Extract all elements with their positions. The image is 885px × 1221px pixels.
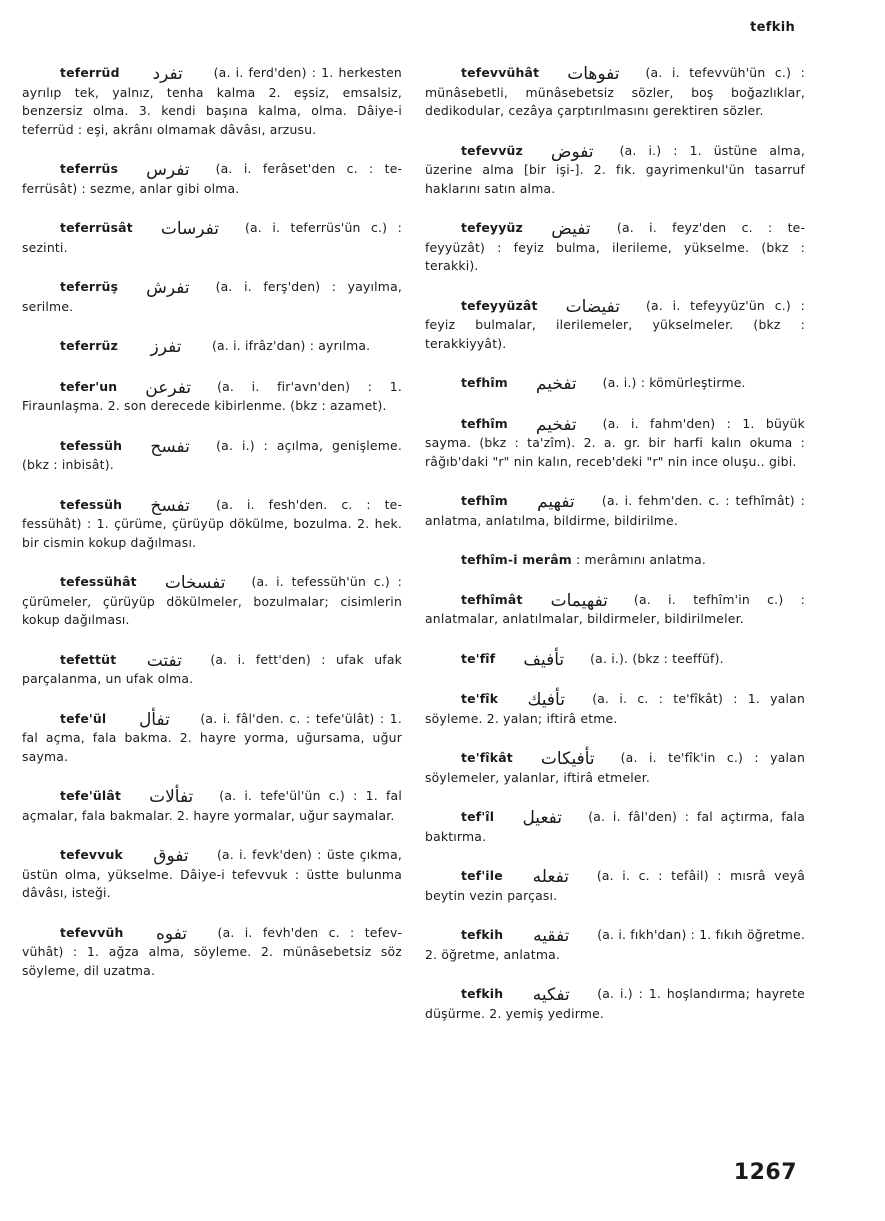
dictionary-entry: [22, 278, 402, 316]
dictionary-entry: [425, 492, 805, 530]
entry-term: teferrüş: [60, 279, 119, 294]
dictionary-entry: [22, 496, 402, 553]
entry-term: tefkih: [461, 927, 504, 942]
entry-arabic-script: تفسخات: [164, 573, 226, 593]
entry-head: [22, 709, 200, 730]
dictionary-entry: [425, 690, 805, 728]
entry-arabic-script: تفوهات: [567, 64, 620, 84]
entry-term: tefer'un: [60, 378, 118, 394]
entry-head: [425, 808, 588, 828]
entry-head: [425, 867, 597, 887]
entry-definition: (a. i. te'fîk'in c.) : yalan söylemeler, yalanlar, iftirâ etmeler.: [425, 750, 805, 785]
entry-definition: (a. i. fâl'den. c. : tefe'ülât) : 1. fal açma, fala bakma. 2. hayre yorma, uğursama, uğur sayma.: [22, 710, 402, 764]
entry-arabic-script: تفخيم: [535, 374, 577, 394]
entry-arabic-script: تفرسات: [160, 219, 219, 239]
entry-term: tefevvuk: [60, 847, 123, 862]
entry-arabic-script: تفخيم: [535, 414, 577, 435]
entry-head: [22, 846, 217, 866]
running-header: tefkih: [750, 20, 795, 35]
dictionary-entry: [22, 219, 402, 257]
entry-term: tefevvüh: [60, 924, 124, 940]
entry-head: [425, 374, 603, 394]
dictionary-entry: [22, 378, 402, 416]
entry-arabic-script: تأفيف: [523, 649, 565, 670]
dictionary-entry: [425, 64, 805, 121]
entry-definition: (a. i. fevh'den c. : tefevvühât) : 1. ağza alma, söyleme. 2. münâsebetsiz söz söyleme, dil uzatma.: [22, 924, 402, 978]
entry-term: tefessühât: [60, 574, 137, 589]
entry-term: teferrüz: [60, 338, 118, 353]
entry-definition: (a. i. tefeyyüz'ün c.) : feyiz bulmalar, ilerilemeler, yükselmeler. (bkz : terakkiyyât).: [425, 297, 805, 351]
entry-term: tefhîmât: [461, 591, 523, 607]
entry-head: [425, 749, 621, 769]
dictionary-entry: [425, 219, 805, 276]
dictionary-entry: [22, 710, 402, 767]
dictionary-entry: [425, 926, 805, 964]
entry-term: tefeyyüzât: [461, 297, 538, 313]
entry-definition: (a. i. tefessüh'ün c.) : çürümeler, çürüyüp dökülmeler, bozulmalar; cisimlerin kokup dağılması.: [22, 574, 402, 627]
dictionary-entry: [425, 297, 805, 354]
entry-arabic-script: تفأل: [138, 709, 170, 730]
entry-head: [22, 219, 245, 239]
entry-term: te'fîk: [461, 691, 499, 706]
entry-head: [425, 492, 602, 512]
dictionary-entry: [22, 846, 402, 903]
entry-term: tefe'ül: [60, 710, 107, 726]
dictionary-entry: [425, 808, 805, 846]
entry-definition: (a. i. tefhîm'in c.) : anlatmalar, anlatılmalar, bildirmeler, bildirilmeler.: [425, 591, 805, 626]
entry-definition: (a. i. fir'avn'den) : 1. Firaunlaşma. 2. son derecede kibirlenme. (bkz : azamet).: [22, 378, 402, 413]
entry-head: [425, 985, 597, 1005]
entry-head: [22, 573, 251, 593]
dictionary-entry: [22, 337, 402, 357]
entry-term: tefettüt: [60, 651, 117, 667]
entry-arabic-script: تفرش: [146, 278, 190, 298]
entry-definition: (a. i.) : 1. hoşlandırma; hayrete düşürme. 2. yemiş yedirme.: [425, 986, 805, 1021]
entry-definition: (a. i. ifrâz'dan) : ayrılma.: [211, 338, 371, 353]
entry-definition: (a. i. fehm'den. c. : tefhîmât) : anlatma, anlatılma, bildirme, bildirilme.: [425, 493, 805, 528]
entry-arabic-script: تفوه: [156, 923, 188, 944]
entry-definition: (a. i.) : 1. üstüne alma, üzerine alma [bir işi-]. 2. fık. gayrimenkul'ün tasarruf haklarını satın alma.: [425, 142, 805, 196]
entry-arabic-script: تفهيم: [537, 492, 575, 512]
entry-definition: (a. i. fesh'den. c. : tefessühât) : 1. çürüme, çürüyüp dökülme, bozulma. 2. hek. bir cismin kokup dağılması.: [22, 496, 402, 550]
entry-arabic-script: تأفيكات: [540, 749, 595, 769]
dictionary-entry: [425, 985, 805, 1023]
dictionary-entry: [425, 650, 805, 670]
dictionary-entry: [22, 787, 402, 825]
entry-definition: (a. i. fahm'den) : 1. büyük sayma. (bkz : ta'zîm). 2. a. gr. bir harfi kalın okuma : râğıb'daki "r" nin kalın, receb'deki "r" nin ince oluşu.. gibi.: [425, 415, 805, 469]
left-column: [22, 64, 402, 1001]
entry-definition: (a. i. fett'den) : ufak ufak parçalanma, un ufak olma.: [22, 651, 402, 686]
entry-term: te'fîkât: [461, 750, 513, 765]
entry-arabic-script: تفرد: [152, 64, 183, 84]
entry-head: [22, 64, 214, 84]
entry-definition: (a. i. fıkh'dan) : 1. fıkıh öğretme. 2. öğretme, anlatma.: [425, 927, 805, 962]
entry-head: [22, 787, 219, 807]
entry-head: [22, 337, 212, 357]
entry-definition: (a. i. c. : te'fîkât) : 1. yalan söyleme. 2. yalan; iftirâ etme.: [425, 691, 805, 726]
page-number: 1267: [733, 1160, 797, 1185]
entry-term: tef'ile: [461, 868, 503, 883]
entry-arabic-script: تفعله: [532, 867, 569, 887]
entry-arabic-script: تفوض: [550, 141, 594, 162]
entry-head: [425, 552, 576, 567]
entry-arabic-script: تفرز: [150, 337, 182, 357]
entry-definition: (a. i.) : açılma, genişleme. (bkz : inbisât).: [22, 437, 402, 472]
entry-term: teferrüd: [60, 65, 120, 80]
entry-head: [22, 650, 210, 671]
entry-head: [425, 296, 646, 317]
entry-head: [425, 64, 645, 84]
entry-term: tefhîm: [461, 375, 508, 390]
entry-term: tefhîm: [461, 415, 508, 431]
entry-term: teferrüsât: [60, 220, 133, 235]
entry-head: [22, 377, 217, 398]
dictionary-entry: [22, 160, 402, 198]
dictionary-entry: [22, 573, 402, 630]
entry-head: [425, 414, 603, 435]
entry-term: tefe'ülât: [60, 788, 122, 803]
entry-arabic-script: تفرس: [146, 160, 190, 180]
entry-definition: (a. i. teferrüs'ün c.) : sezinti.: [22, 220, 402, 255]
entry-term: tefessüh: [60, 496, 123, 512]
dictionary-entry: [425, 591, 805, 629]
entry-arabic-script: تفسخ: [150, 495, 190, 516]
entry-arabic-script: تفكيه: [532, 985, 570, 1005]
dictionary-entry: [22, 437, 402, 475]
entry-definition: (a. i. tefe'ül'ün c.) : 1. fal açmalar, fala bakmalar. 2. hayre yormalar, uğur saymalar.: [22, 788, 402, 823]
right-column: [425, 64, 805, 1044]
entry-definition: (a. i. ferâset'den c. : teferrüsât) : sezme, anlar gibi olma.: [22, 161, 402, 196]
entry-definition: : merâmını anlatma.: [576, 552, 707, 567]
entry-definition: (a. i. tefevvüh'ün c.) : münâsebetli, münâsebetsiz sözler, boş boğazlıklar, dedikodular, cezâya çarptırılmasını gerektiren sözler.: [425, 65, 805, 118]
entry-arabic-script: تفسح: [150, 436, 190, 457]
entry-definition: (a. i. ferd'den) : 1. herkesten ayrılıp tek, yalnız, tenha kalma 2. eşsiz, emsalsiz, benzersiz olma. 3. kendi başına kalma, olma. Dâiye-i teferrüd : eşi, akrânı olmamak dâvâsı, arzusu.: [22, 65, 402, 137]
entry-head: [425, 219, 617, 239]
dictionary-entry: [425, 415, 805, 472]
entry-term: tef'îl: [461, 809, 495, 824]
dictionary-entry: [425, 374, 805, 394]
entry-arabic-script: تفألات: [149, 787, 194, 807]
entry-term: teferrüs: [60, 161, 119, 176]
entry-definition: (a. i. fevk'den) : üste çıkma, üstün olma, yükselme. Dâiye-i tefevvuk : üstte bulunma dâvâsı, isteği.: [22, 847, 402, 900]
entry-definition: (a. i. c. : tefâil) : mısrâ veyâ beytin vezin parçası.: [425, 868, 805, 903]
entry-head: [425, 590, 634, 611]
entry-arabic-script: تفهيمات: [550, 590, 608, 611]
entry-head: [425, 690, 592, 710]
entry-definition: (a. i. fâl'den) : fal açtırma, fala baktırma.: [425, 809, 805, 844]
entry-arabic-script: تفوق: [153, 846, 189, 866]
entry-head: [22, 495, 216, 516]
entry-term: tefeyyüz: [461, 220, 523, 235]
entry-definition: (a. i.). (bkz : teeffüf).: [590, 650, 724, 666]
entry-arabic-script: تفقيه: [533, 926, 570, 946]
dictionary-entry: [425, 142, 805, 199]
entry-definition: (a. i. ferş'den) : yayılma, serilme.: [22, 279, 402, 314]
entry-head: [22, 436, 216, 457]
entry-definition: (a. i. feyz'den c. : tefeyyüzât) : feyiz bulma, ilerileme, yükselme. (bkz : terakki).: [425, 220, 805, 273]
entry-term: tefkih: [461, 986, 504, 1001]
dictionary-entry: [22, 924, 402, 981]
entry-term: tefevvüz: [461, 142, 523, 158]
entry-arabic-script: تفرعن: [145, 377, 192, 398]
dictionary-entry: [22, 64, 402, 139]
entry-head: [425, 649, 590, 670]
entry-arabic-script: تفيض: [551, 219, 591, 239]
entry-term: tefhîm: [461, 493, 508, 508]
entry-arabic-script: تفعيل: [522, 808, 562, 828]
entry-arabic-script: تأفيك: [527, 690, 565, 710]
entry-head: [22, 160, 216, 180]
entry-term: tefevvühât: [461, 65, 540, 80]
entry-term: tefessüh: [60, 437, 123, 453]
entry-head: [22, 923, 218, 944]
entry-definition: (a. i.) : kömürleştirme.: [602, 375, 746, 390]
entry-head: [22, 278, 216, 298]
entry-term: tefhîm-i merâm: [461, 552, 572, 567]
dictionary-entry: [22, 651, 402, 689]
entry-arabic-script: تفتت: [146, 650, 182, 671]
dictionary-entry: [425, 551, 805, 570]
dictionary-entry: [425, 749, 805, 787]
entry-arabic-script: تفيضات: [565, 296, 620, 317]
entry-head: [425, 926, 597, 946]
dictionary-entry: [425, 867, 805, 905]
entry-head: [425, 141, 620, 162]
entry-term: te'fîf: [461, 650, 496, 666]
